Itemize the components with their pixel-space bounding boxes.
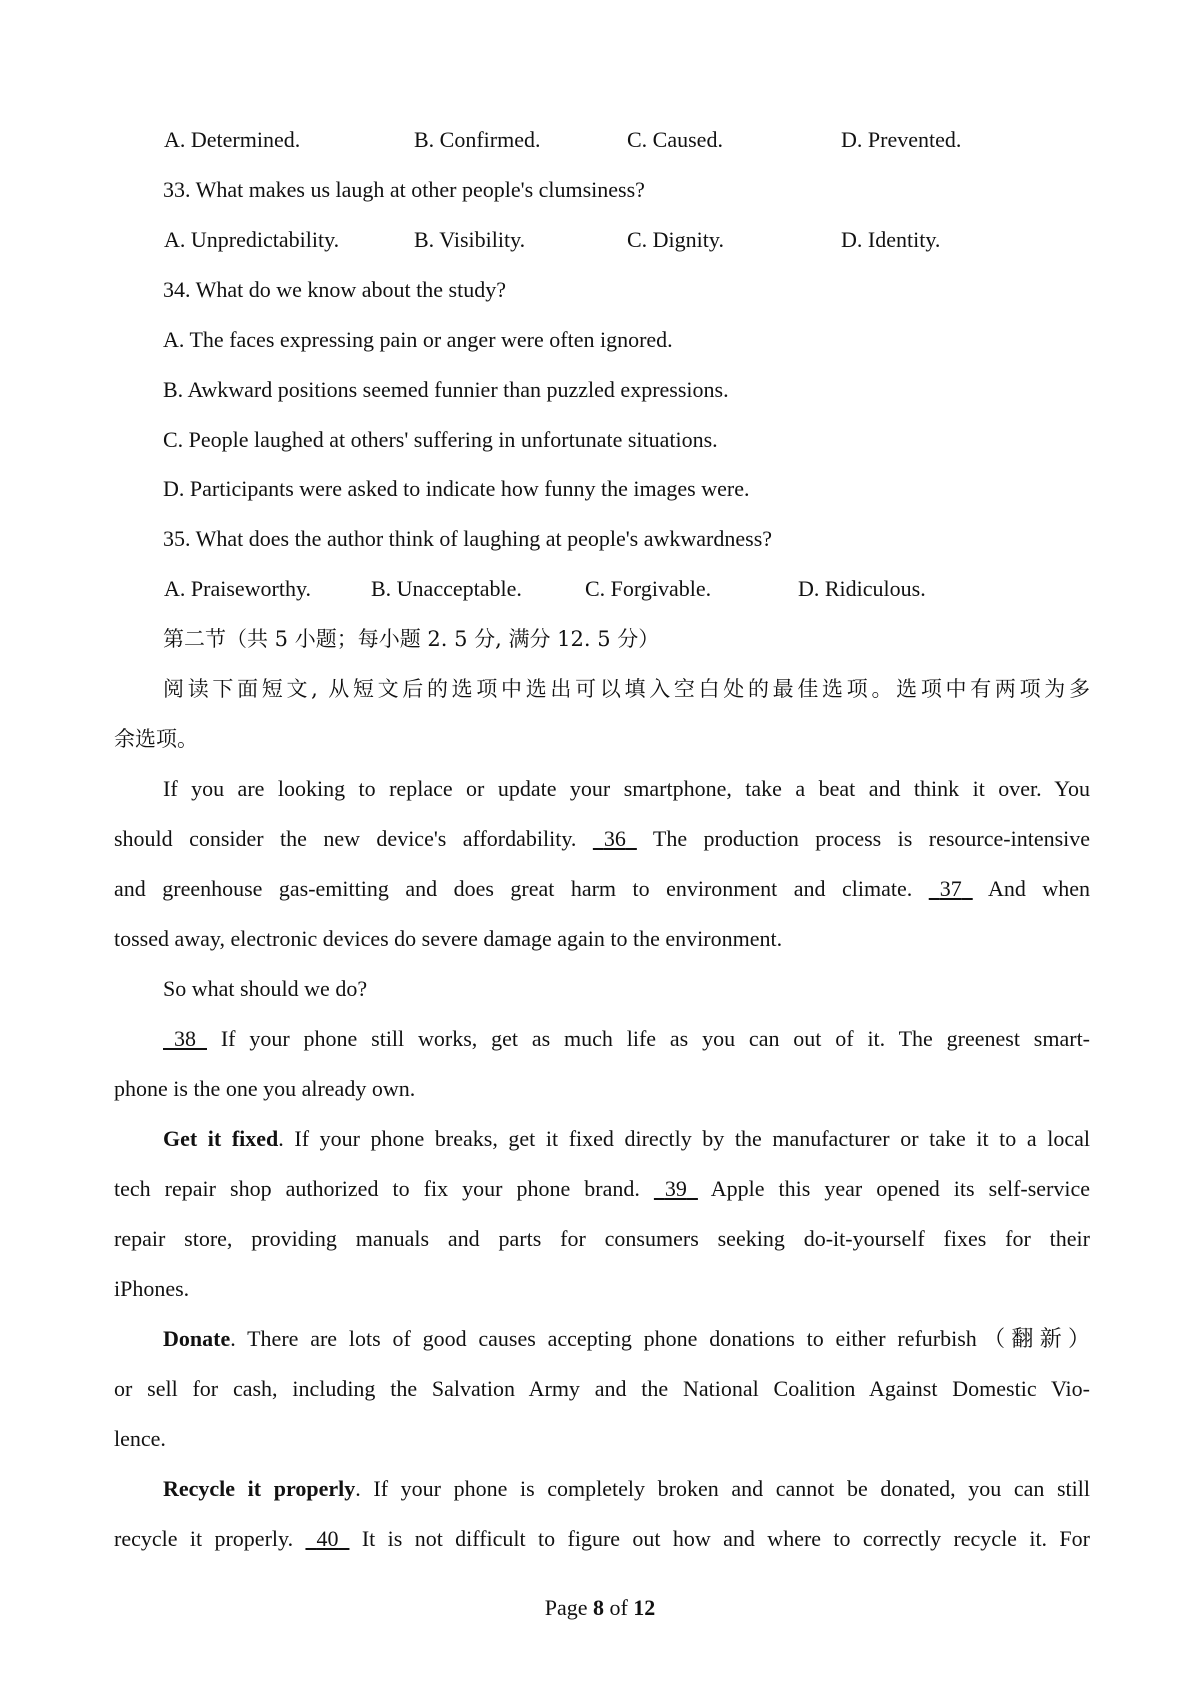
q35-option-c: C. Forgivable. — [585, 576, 712, 601]
q32-option-c: C. Caused. — [627, 127, 723, 152]
blank-38 — [163, 1024, 207, 1054]
section-heading: 第二节（共 5 小题；每小题 2. 5 分, 满分 12. 5 分） — [163, 627, 660, 651]
passage-text: should consider the new device's affordability. — [114, 826, 577, 851]
passage-text: And when — [988, 876, 1091, 901]
subheading-get-it-fixed: Get it fixed — [163, 1126, 279, 1151]
passage-p4-line3: repair store, providing manuals and parts for consumers seeking do-it-yourself fixes for their — [114, 1226, 1090, 1251]
passage-p4-line4: iPhones. — [114, 1276, 190, 1301]
subheading-recycle-it-properly: Recycle it properly — [163, 1476, 356, 1501]
blank-40 — [305, 1524, 349, 1554]
q33-option-a: A. Unpredictability. — [164, 227, 340, 252]
passage-text: It is not difficult to figure out how and where to correctly recycle it. For — [361, 1526, 1090, 1551]
q35-option-d: D. Ridiculous. — [798, 576, 926, 601]
passage-p1-line2 — [114, 824, 1090, 854]
passage-text: . If your phone breaks, get it fixed directly by the manufacturer or take it to a local — [278, 1126, 1090, 1151]
passage-text: . If your phone is completely broken and cannot be donated, you can still — [355, 1476, 1090, 1501]
q34-option-b: B. Awkward positions seemed funnier than puzzled expressions. — [163, 377, 729, 402]
q33-option-b: B. Visibility. — [414, 227, 526, 252]
q33-option-c: C. Dignity. — [627, 227, 724, 252]
page-footer — [0, 1593, 1200, 1623]
q32-option-a: A. Determined. — [164, 127, 301, 152]
footer-of: of — [609, 1595, 628, 1620]
passage-text: Apple this year opened its self-service — [710, 1176, 1091, 1201]
q34-option-c: C. People laughed at others' suffering in unfortunate situations. — [163, 427, 718, 452]
blank-37-number: 37 — [939, 876, 962, 901]
passage-text: If your phone still works, get as much life as you can out of it. The greenest smart- — [220, 1026, 1091, 1051]
q35-option-b: B. Unacceptable. — [371, 576, 522, 601]
passage-text: tech repair shop authorized to fix your phone brand. — [114, 1176, 640, 1201]
subheading-donate: Donate — [163, 1326, 231, 1351]
blank-37 — [929, 874, 973, 904]
blank-39 — [654, 1174, 698, 1204]
passage-p6-line2 — [114, 1524, 1090, 1554]
passage-p1-line1: If you are looking to replace or update your smartphone, take a beat and think it over. You — [163, 776, 1090, 801]
passage-p1-line3 — [114, 874, 1090, 904]
passage-p4-line2 — [114, 1174, 1090, 1204]
blank-38-number: 38 — [174, 1026, 196, 1051]
q33-question: 33. What makes us laugh at other people's clumsiness? — [163, 177, 645, 202]
passage-p3-line2: phone is the one you already own. — [114, 1076, 416, 1101]
q32-option-d: D. Prevented. — [841, 127, 962, 152]
passage-text: recycle it properly. — [114, 1526, 294, 1551]
footer-total-pages: 12 — [633, 1595, 656, 1620]
q35-question: 35. What does the author think of laughing at people's awkwardness? — [163, 526, 773, 551]
passage-text: . There are lots of good causes accepting phone donations to either refurbish（翻新） — [230, 1326, 1090, 1351]
passage-p1-line4: tossed away, electronic devices do severe damage again to the environment. — [114, 926, 783, 951]
passage-p6-line1 — [163, 1474, 1090, 1504]
passage-p5-line2: or sell for cash, including the Salvation Army and the National Coalition Against Domestic Vio- — [114, 1376, 1090, 1401]
passage-p2: So what should we do? — [163, 976, 368, 1001]
passage-p3-line1 — [163, 1024, 1090, 1054]
passage-p4-line1 — [163, 1124, 1090, 1154]
section-instruction-line1: 阅读下面短文, 从短文后的选项中选出可以填入空白处的最佳选项。选项中有两项为多 — [163, 677, 1090, 701]
q34-option-a: A. The faces expressing pain or anger were often ignored. — [163, 327, 673, 352]
passage-p5-line1 — [163, 1324, 1090, 1354]
blank-36 — [593, 824, 637, 854]
q33-option-d: D. Identity. — [841, 227, 941, 252]
blank-40-number: 40 — [316, 1526, 339, 1551]
passage-p5-line3: lence. — [114, 1426, 166, 1451]
q34-question: 34. What do we know about the study? — [163, 277, 506, 302]
q34-option-d: D. Participants were asked to indicate how funny the images were. — [163, 476, 750, 501]
footer-current-page: 8 — [592, 1595, 604, 1620]
passage-text: and greenhouse gas-emitting and does great harm to environment and climate. — [114, 876, 913, 901]
blank-39-number: 39 — [664, 1176, 687, 1201]
passage-text: The production process is resource-intensive — [652, 826, 1091, 851]
q35-option-a: A. Praiseworthy. — [164, 576, 312, 601]
footer-prefix: Page — [544, 1595, 588, 1620]
section-instruction-line2: 余选项。 — [114, 727, 198, 751]
blank-36-number: 36 — [603, 826, 626, 851]
q32-option-b: B. Confirmed. — [414, 127, 541, 152]
